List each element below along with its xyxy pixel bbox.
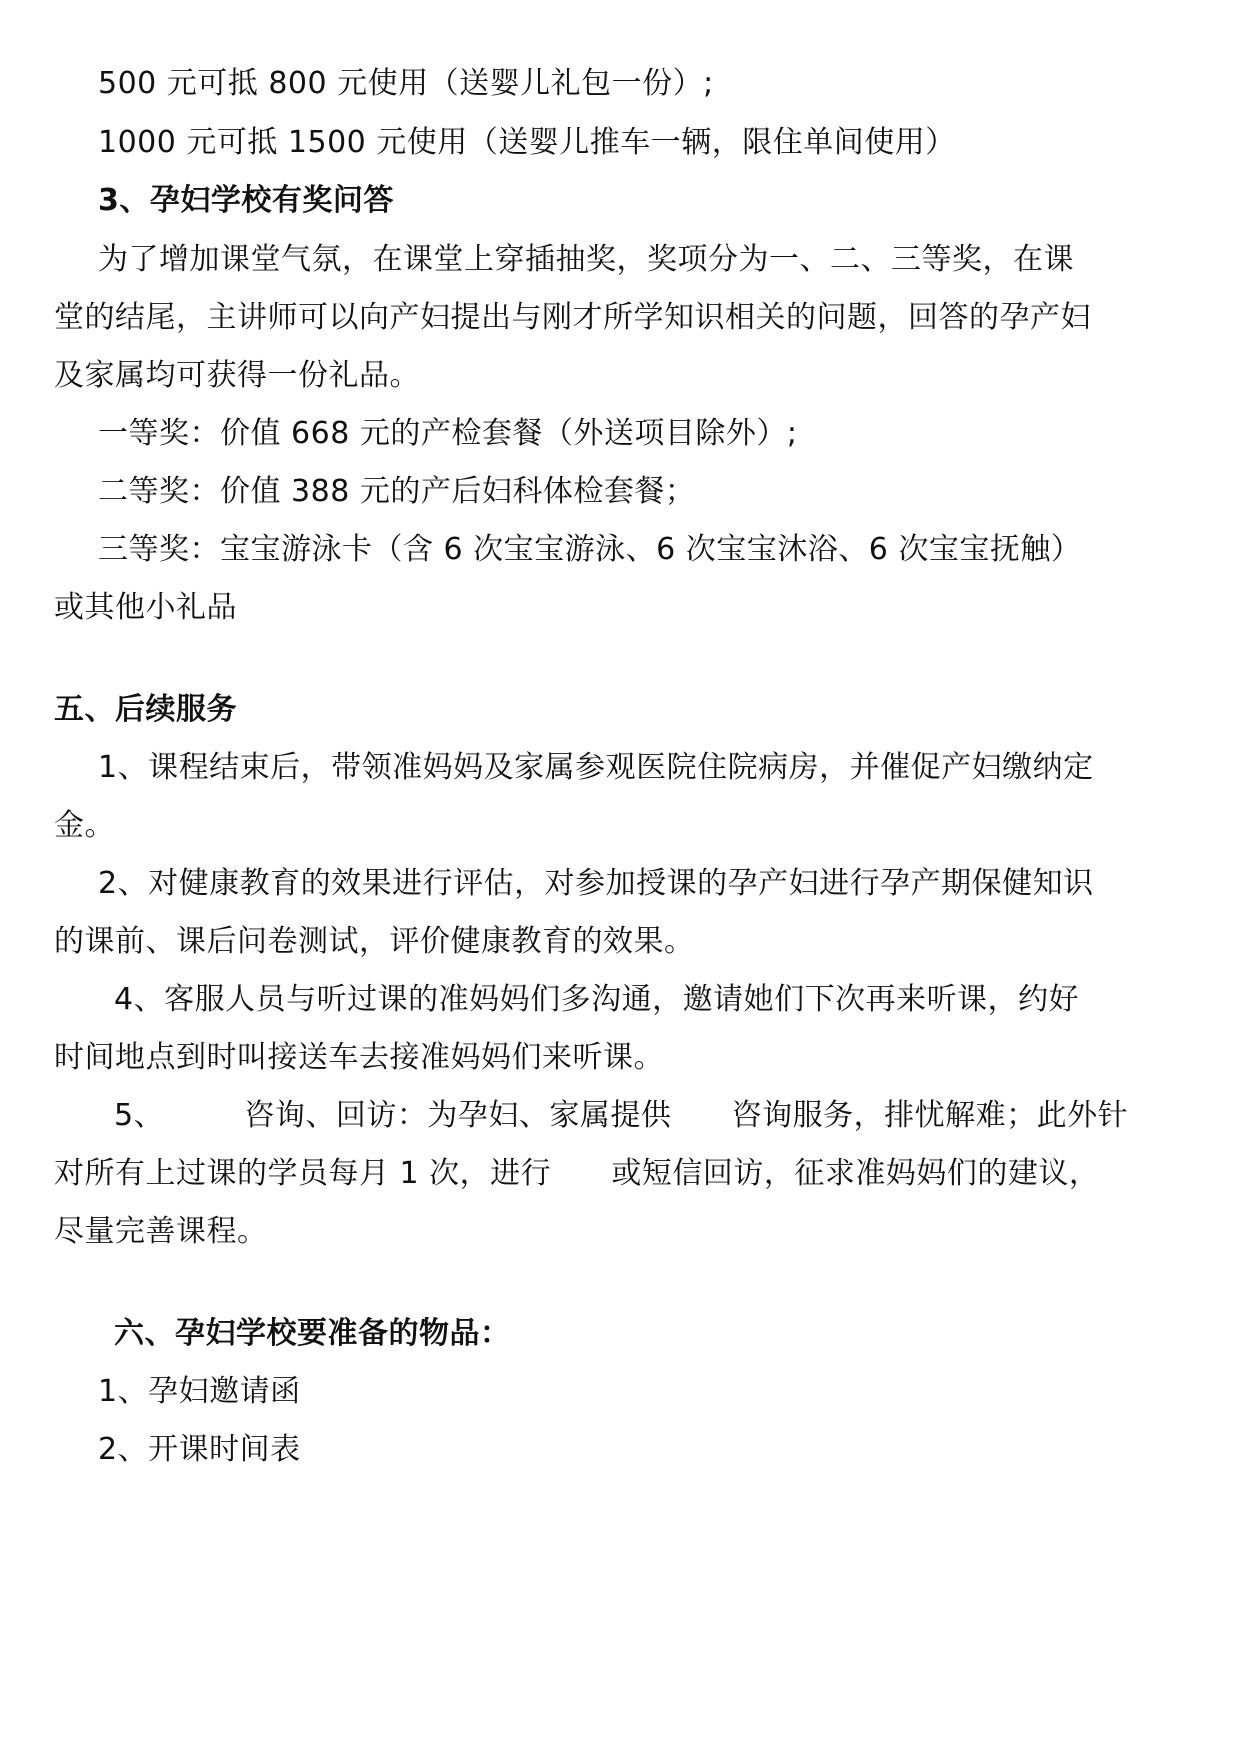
followup-item4-line-1: 4、客服人员与听过课的准妈妈们多沟通，邀请她们下次再来听课，约好 xyxy=(114,982,1080,1017)
followup-item1-line-2: 金。 xyxy=(54,808,115,843)
voucher-line-2: 1000 元可抵 1500 元使用（送婴儿推车一辆，限住单间使用） xyxy=(98,125,956,160)
supplies-heading: 六、孕妇学校要准备的物品： xyxy=(114,1316,511,1351)
quiz-para-line-3: 及家属均可获得一份礼品。 xyxy=(54,358,420,393)
quiz-heading: 3、孕妇学校有奖问答 xyxy=(98,183,394,218)
quiz-para-line-2: 堂的结尾，主讲师可以向产妇提出与刚才所学知识相关的问题，回答的孕产妇 xyxy=(54,300,1091,335)
prize-tail: 或其他小礼品 xyxy=(54,590,237,625)
followup-item5-line-2: 对所有上过课的学员每月 1 次，进行 或短信回访，征求准妈妈们的建议， xyxy=(54,1156,1100,1191)
prize-third: 三等奖：宝宝游泳卡（含 6 次宝宝游泳、6 次宝宝沐浴、6 次宝宝抚触） xyxy=(98,532,1082,567)
voucher-line-1: 500 元可抵 800 元使用（送婴儿礼包一份）; xyxy=(98,66,714,101)
followup-item4-line-2: 时间地点到时叫接送车去接准妈妈们来听课。 xyxy=(54,1040,664,1075)
prize-first: 一等奖：价值 668 元的产检套餐（外送项目除外）; xyxy=(98,416,798,451)
followup-item5-line-1: 5、 咨询、回访：为孕妇、家属提供 咨询服务，排忧解难；此外针 xyxy=(114,1098,1129,1133)
prize-second: 二等奖：价值 388 元的产后妇科体检套餐； xyxy=(98,474,696,509)
followup-heading: 五、后续服务 xyxy=(54,692,237,727)
followup-item5-line-3: 尽量完善课程。 xyxy=(54,1214,268,1249)
supplies-item-2: 2、开课时间表 xyxy=(98,1432,301,1467)
quiz-para-line-1: 为了增加课堂气氛，在课堂上穿插抽奖，奖项分为一、二、三等奖，在课 xyxy=(98,242,1074,277)
supplies-item-1: 1、孕妇邀请函 xyxy=(98,1374,301,1409)
followup-item1-line-1: 1、课程结束后，带领准妈妈及家属参观医院住院病房，并催促产妇缴纳定 xyxy=(98,750,1094,785)
followup-item2-line-2: 的课前、课后问卷测试，评价健康教育的效果。 xyxy=(54,924,695,959)
followup-item2-line-1: 2、对健康教育的效果进行评估，对参加授课的孕产妇进行孕产期保健知识 xyxy=(98,866,1094,901)
